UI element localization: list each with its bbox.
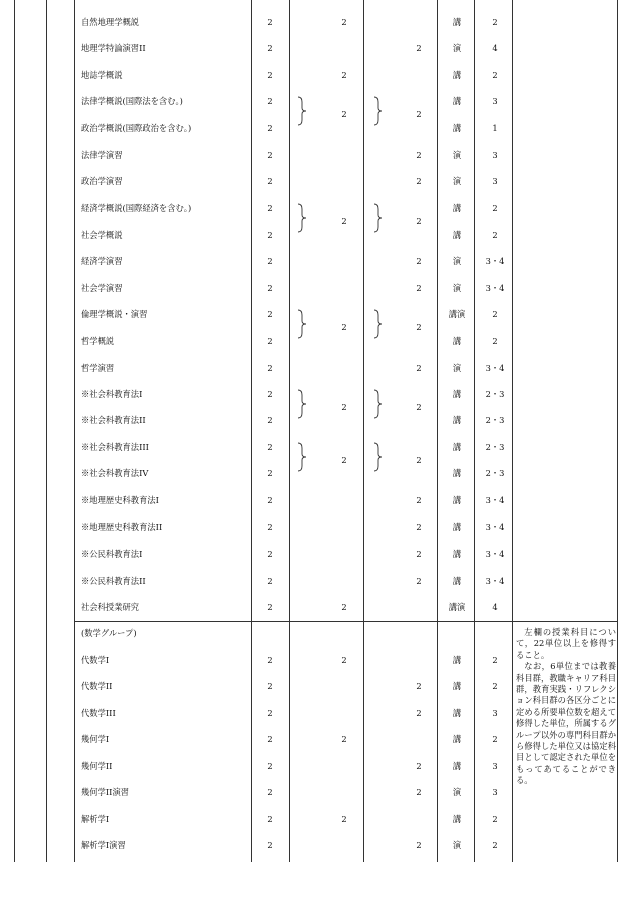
table-row xyxy=(0,121,630,135)
brace-left-icon xyxy=(297,442,307,472)
brace-right-icon xyxy=(373,96,383,126)
subject-cell: ※社会科教育法II xyxy=(81,415,146,425)
year-cell: 2・3 xyxy=(485,415,505,425)
subject-cell: ※公民科教育法II xyxy=(81,576,146,586)
subject-cell: ※地理歴史科教育法II xyxy=(81,522,163,532)
class-type-cell: 演 xyxy=(452,840,462,850)
credits-cell: 2 xyxy=(267,389,273,399)
required-secondary-cell: 2 xyxy=(416,761,422,771)
class-type-cell: 演 xyxy=(452,150,462,160)
credits-cell: 2 xyxy=(267,442,273,452)
note-paragraph-1: 左欄の授業科目について，22単位以上を修得すること。 xyxy=(516,627,616,660)
table-row xyxy=(0,838,630,852)
subject-cell: 法律学概説(国際法を含む。) xyxy=(81,96,183,106)
subject-cell: 経済学概説(国際経済を含む。) xyxy=(81,203,192,213)
table-row xyxy=(0,281,630,295)
brace-left-icon xyxy=(297,203,307,233)
class-type-cell: 講 xyxy=(452,468,462,478)
table-row xyxy=(0,15,630,29)
subject-cell: 社会学概説 xyxy=(81,230,123,240)
table-row xyxy=(0,228,630,242)
required-elementary-cell: 2 xyxy=(341,70,347,80)
math-group-header: (数学グループ) xyxy=(81,628,137,638)
subject-cell: 自然地理学概説 xyxy=(81,17,140,27)
brace-right-icon xyxy=(373,309,383,339)
credits-cell: 2 xyxy=(267,96,273,106)
brace-value-secondary: 2 xyxy=(416,216,422,226)
credits-cell: 2 xyxy=(267,230,273,240)
subject-cell: ※公民科教育法I xyxy=(81,549,143,559)
credits-cell: 2 xyxy=(267,708,273,718)
credits-cell: 2 xyxy=(267,468,273,478)
subject-cell: 解析学I演習 xyxy=(81,840,126,850)
year-cell: 4 xyxy=(492,43,498,53)
required-elementary-cell: 2 xyxy=(341,655,347,665)
year-cell: 3 xyxy=(492,96,498,106)
subject-cell: 哲学演習 xyxy=(81,363,115,373)
class-type-cell: 講 xyxy=(452,230,462,240)
required-secondary-cell: 2 xyxy=(416,176,422,186)
class-type-cell: 講演 xyxy=(448,309,466,319)
subject-cell: 社会科授業研究 xyxy=(81,602,140,612)
credits-cell: 2 xyxy=(267,309,273,319)
credits-cell: 2 xyxy=(267,681,273,691)
brace-value-elementary: 2 xyxy=(341,109,347,119)
brace-value-secondary: 2 xyxy=(416,322,422,332)
year-cell: 4 xyxy=(492,602,498,612)
class-type-cell: 講 xyxy=(452,708,462,718)
year-cell: 3・4 xyxy=(485,363,505,373)
class-type-cell: 演 xyxy=(452,256,462,266)
subject-cell: ※社会科教育法III xyxy=(81,442,149,452)
subject-cell: ※社会科教育法IV xyxy=(81,468,149,478)
year-cell: 3・4 xyxy=(485,522,505,532)
class-type-cell: 演 xyxy=(452,43,462,53)
year-cell: 3 xyxy=(492,150,498,160)
credits-cell: 2 xyxy=(267,123,273,133)
required-secondary-cell: 2 xyxy=(416,576,422,586)
class-type-cell: 講 xyxy=(452,655,462,665)
class-type-cell: 演 xyxy=(452,363,462,373)
year-cell: 3 xyxy=(492,708,498,718)
credits-cell: 2 xyxy=(267,363,273,373)
credits-cell: 2 xyxy=(267,336,273,346)
subject-cell: 幾何学II演習 xyxy=(81,787,130,797)
table-row xyxy=(0,254,630,268)
table-row xyxy=(0,440,630,454)
class-type-cell: 講演 xyxy=(448,602,466,612)
class-type-cell: 講 xyxy=(452,814,462,824)
group-note xyxy=(516,627,616,787)
class-type-cell: 講 xyxy=(452,576,462,586)
credits-cell: 2 xyxy=(267,176,273,186)
brace-value-secondary: 2 xyxy=(416,109,422,119)
class-type-cell: 講 xyxy=(452,495,462,505)
required-elementary-cell: 2 xyxy=(341,17,347,27)
required-elementary-cell: 2 xyxy=(341,734,347,744)
credits-cell: 2 xyxy=(267,522,273,532)
credits-cell: 2 xyxy=(267,256,273,266)
class-type-cell: 講 xyxy=(452,336,462,346)
subject-cell: ※社会科教育法I xyxy=(81,389,143,399)
class-type-cell: 講 xyxy=(452,389,462,399)
table-row xyxy=(0,307,630,321)
class-type-cell: 講 xyxy=(452,522,462,532)
subject-cell: 政治学演習 xyxy=(81,176,123,186)
required-elementary-cell: 2 xyxy=(341,602,347,612)
brace-value-secondary: 2 xyxy=(416,402,422,412)
year-cell: 3・4 xyxy=(485,576,505,586)
credits-cell: 2 xyxy=(267,283,273,293)
subject-cell: 地理学特論演習II xyxy=(81,43,146,53)
table-row xyxy=(0,547,630,561)
year-cell: 3・4 xyxy=(485,256,505,266)
subject-cell: 幾何学I xyxy=(81,734,110,744)
credits-cell: 2 xyxy=(267,814,273,824)
subject-cell: 地誌学概説 xyxy=(81,70,123,80)
year-cell: 2 xyxy=(492,70,498,80)
class-type-cell: 講 xyxy=(452,70,462,80)
credits-cell: 2 xyxy=(267,415,273,425)
credits-cell: 2 xyxy=(267,576,273,586)
required-secondary-cell: 2 xyxy=(416,681,422,691)
brace-value-secondary: 2 xyxy=(416,455,422,465)
class-type-cell: 演 xyxy=(452,176,462,186)
year-cell: 2 xyxy=(492,814,498,824)
class-type-cell: 講 xyxy=(452,681,462,691)
brace-right-icon xyxy=(373,442,383,472)
year-cell: 2 xyxy=(492,17,498,27)
year-cell: 2・3 xyxy=(485,389,505,399)
credits-cell: 2 xyxy=(267,150,273,160)
credits-cell: 2 xyxy=(267,70,273,80)
table-row xyxy=(0,785,630,799)
table-row xyxy=(0,413,630,427)
year-cell: 2 xyxy=(492,681,498,691)
subject-cell: 政治学概説(国際政治を含む。) xyxy=(81,123,192,133)
subject-cell: 幾何学II xyxy=(81,761,113,771)
subject-cell: 社会学演習 xyxy=(81,283,123,293)
credits-cell: 2 xyxy=(267,43,273,53)
year-cell: 3 xyxy=(492,761,498,771)
required-secondary-cell: 2 xyxy=(416,787,422,797)
brace-left-icon xyxy=(297,309,307,339)
required-secondary-cell: 2 xyxy=(416,522,422,532)
group-separator-line xyxy=(74,621,617,622)
required-secondary-cell: 2 xyxy=(416,256,422,266)
year-cell: 2 xyxy=(492,203,498,213)
class-type-cell: 講 xyxy=(452,442,462,452)
year-cell: 2 xyxy=(492,230,498,240)
required-secondary-cell: 2 xyxy=(416,495,422,505)
subject-cell: 代数学I xyxy=(81,655,110,665)
table-row xyxy=(0,94,630,108)
subject-cell: 解析学I xyxy=(81,814,110,824)
year-cell: 3 xyxy=(492,787,498,797)
required-secondary-cell: 2 xyxy=(416,43,422,53)
required-elementary-cell: 2 xyxy=(341,814,347,824)
credits-cell: 2 xyxy=(267,549,273,559)
class-type-cell: 講 xyxy=(452,549,462,559)
year-cell: 2・3 xyxy=(485,442,505,452)
table-row xyxy=(0,334,630,348)
brace-right-icon xyxy=(373,389,383,419)
table-row xyxy=(0,466,630,480)
class-type-cell: 講 xyxy=(452,415,462,425)
year-cell: 2 xyxy=(492,655,498,665)
table-row xyxy=(0,812,630,826)
credits-cell: 2 xyxy=(267,203,273,213)
brace-value-elementary: 2 xyxy=(341,322,347,332)
subject-cell: 経済学演習 xyxy=(81,256,123,266)
credits-cell: 2 xyxy=(267,655,273,665)
class-type-cell: 講 xyxy=(452,96,462,106)
credits-cell: 2 xyxy=(267,495,273,505)
table-row xyxy=(0,361,630,375)
credits-cell: 2 xyxy=(267,840,273,850)
table-row xyxy=(0,493,630,507)
credits-cell: 2 xyxy=(267,17,273,27)
year-cell: 2 xyxy=(492,309,498,319)
year-cell: 1 xyxy=(492,123,498,133)
credits-cell: 2 xyxy=(267,602,273,612)
required-secondary-cell: 2 xyxy=(416,363,422,373)
credits-cell: 2 xyxy=(267,787,273,797)
year-cell: 3・4 xyxy=(485,283,505,293)
subject-cell: 代数学III xyxy=(81,708,116,718)
required-secondary-cell: 2 xyxy=(416,840,422,850)
year-cell: 2 xyxy=(492,336,498,346)
brace-right-icon xyxy=(373,203,383,233)
year-cell: 3・4 xyxy=(485,495,505,505)
subject-cell: 法律学演習 xyxy=(81,150,123,160)
class-type-cell: 講 xyxy=(452,734,462,744)
required-secondary-cell: 2 xyxy=(416,150,422,160)
subject-cell: 倫理学概説・演習 xyxy=(81,309,148,319)
brace-value-elementary: 2 xyxy=(341,216,347,226)
table-row xyxy=(0,387,630,401)
required-secondary-cell: 2 xyxy=(416,708,422,718)
table-row xyxy=(0,574,630,588)
credits-cell: 2 xyxy=(267,734,273,744)
table-row xyxy=(0,201,630,215)
table-row xyxy=(0,520,630,534)
brace-value-elementary: 2 xyxy=(341,402,347,412)
table-row xyxy=(0,68,630,82)
brace-value-elementary: 2 xyxy=(341,455,347,465)
required-secondary-cell: 2 xyxy=(416,283,422,293)
class-type-cell: 講 xyxy=(452,17,462,27)
table-row xyxy=(0,41,630,55)
credits-cell: 2 xyxy=(267,761,273,771)
year-cell: 3・4 xyxy=(485,549,505,559)
year-cell: 2・3 xyxy=(485,468,505,478)
class-type-cell: 演 xyxy=(452,787,462,797)
year-cell: 3 xyxy=(492,176,498,186)
table-row xyxy=(0,600,630,614)
class-type-cell: 演 xyxy=(452,283,462,293)
table-row xyxy=(0,174,630,188)
year-cell: 2 xyxy=(492,734,498,744)
class-type-cell: 講 xyxy=(452,123,462,133)
note-paragraph-2: なお，6単位までは教養科目群，教職キャリア科目群，教育実践・リフレクション科目群の各区分ごとに定める所要単位数を超えて修得した単位，所属するグループ以外の専門科目群から修得した単位又は協定科目として認定された単位をもってあてることができる。 xyxy=(516,661,616,786)
year-cell: 2 xyxy=(492,840,498,850)
subject-cell: 哲学概説 xyxy=(81,336,115,346)
subject-cell: ※地理歴史科教育法I xyxy=(81,495,159,505)
class-type-cell: 講 xyxy=(452,203,462,213)
brace-left-icon xyxy=(297,389,307,419)
class-type-cell: 講 xyxy=(452,761,462,771)
required-secondary-cell: 2 xyxy=(416,549,422,559)
table-row xyxy=(0,148,630,162)
subject-cell: 代数学II xyxy=(81,681,113,691)
brace-left-icon xyxy=(297,96,307,126)
